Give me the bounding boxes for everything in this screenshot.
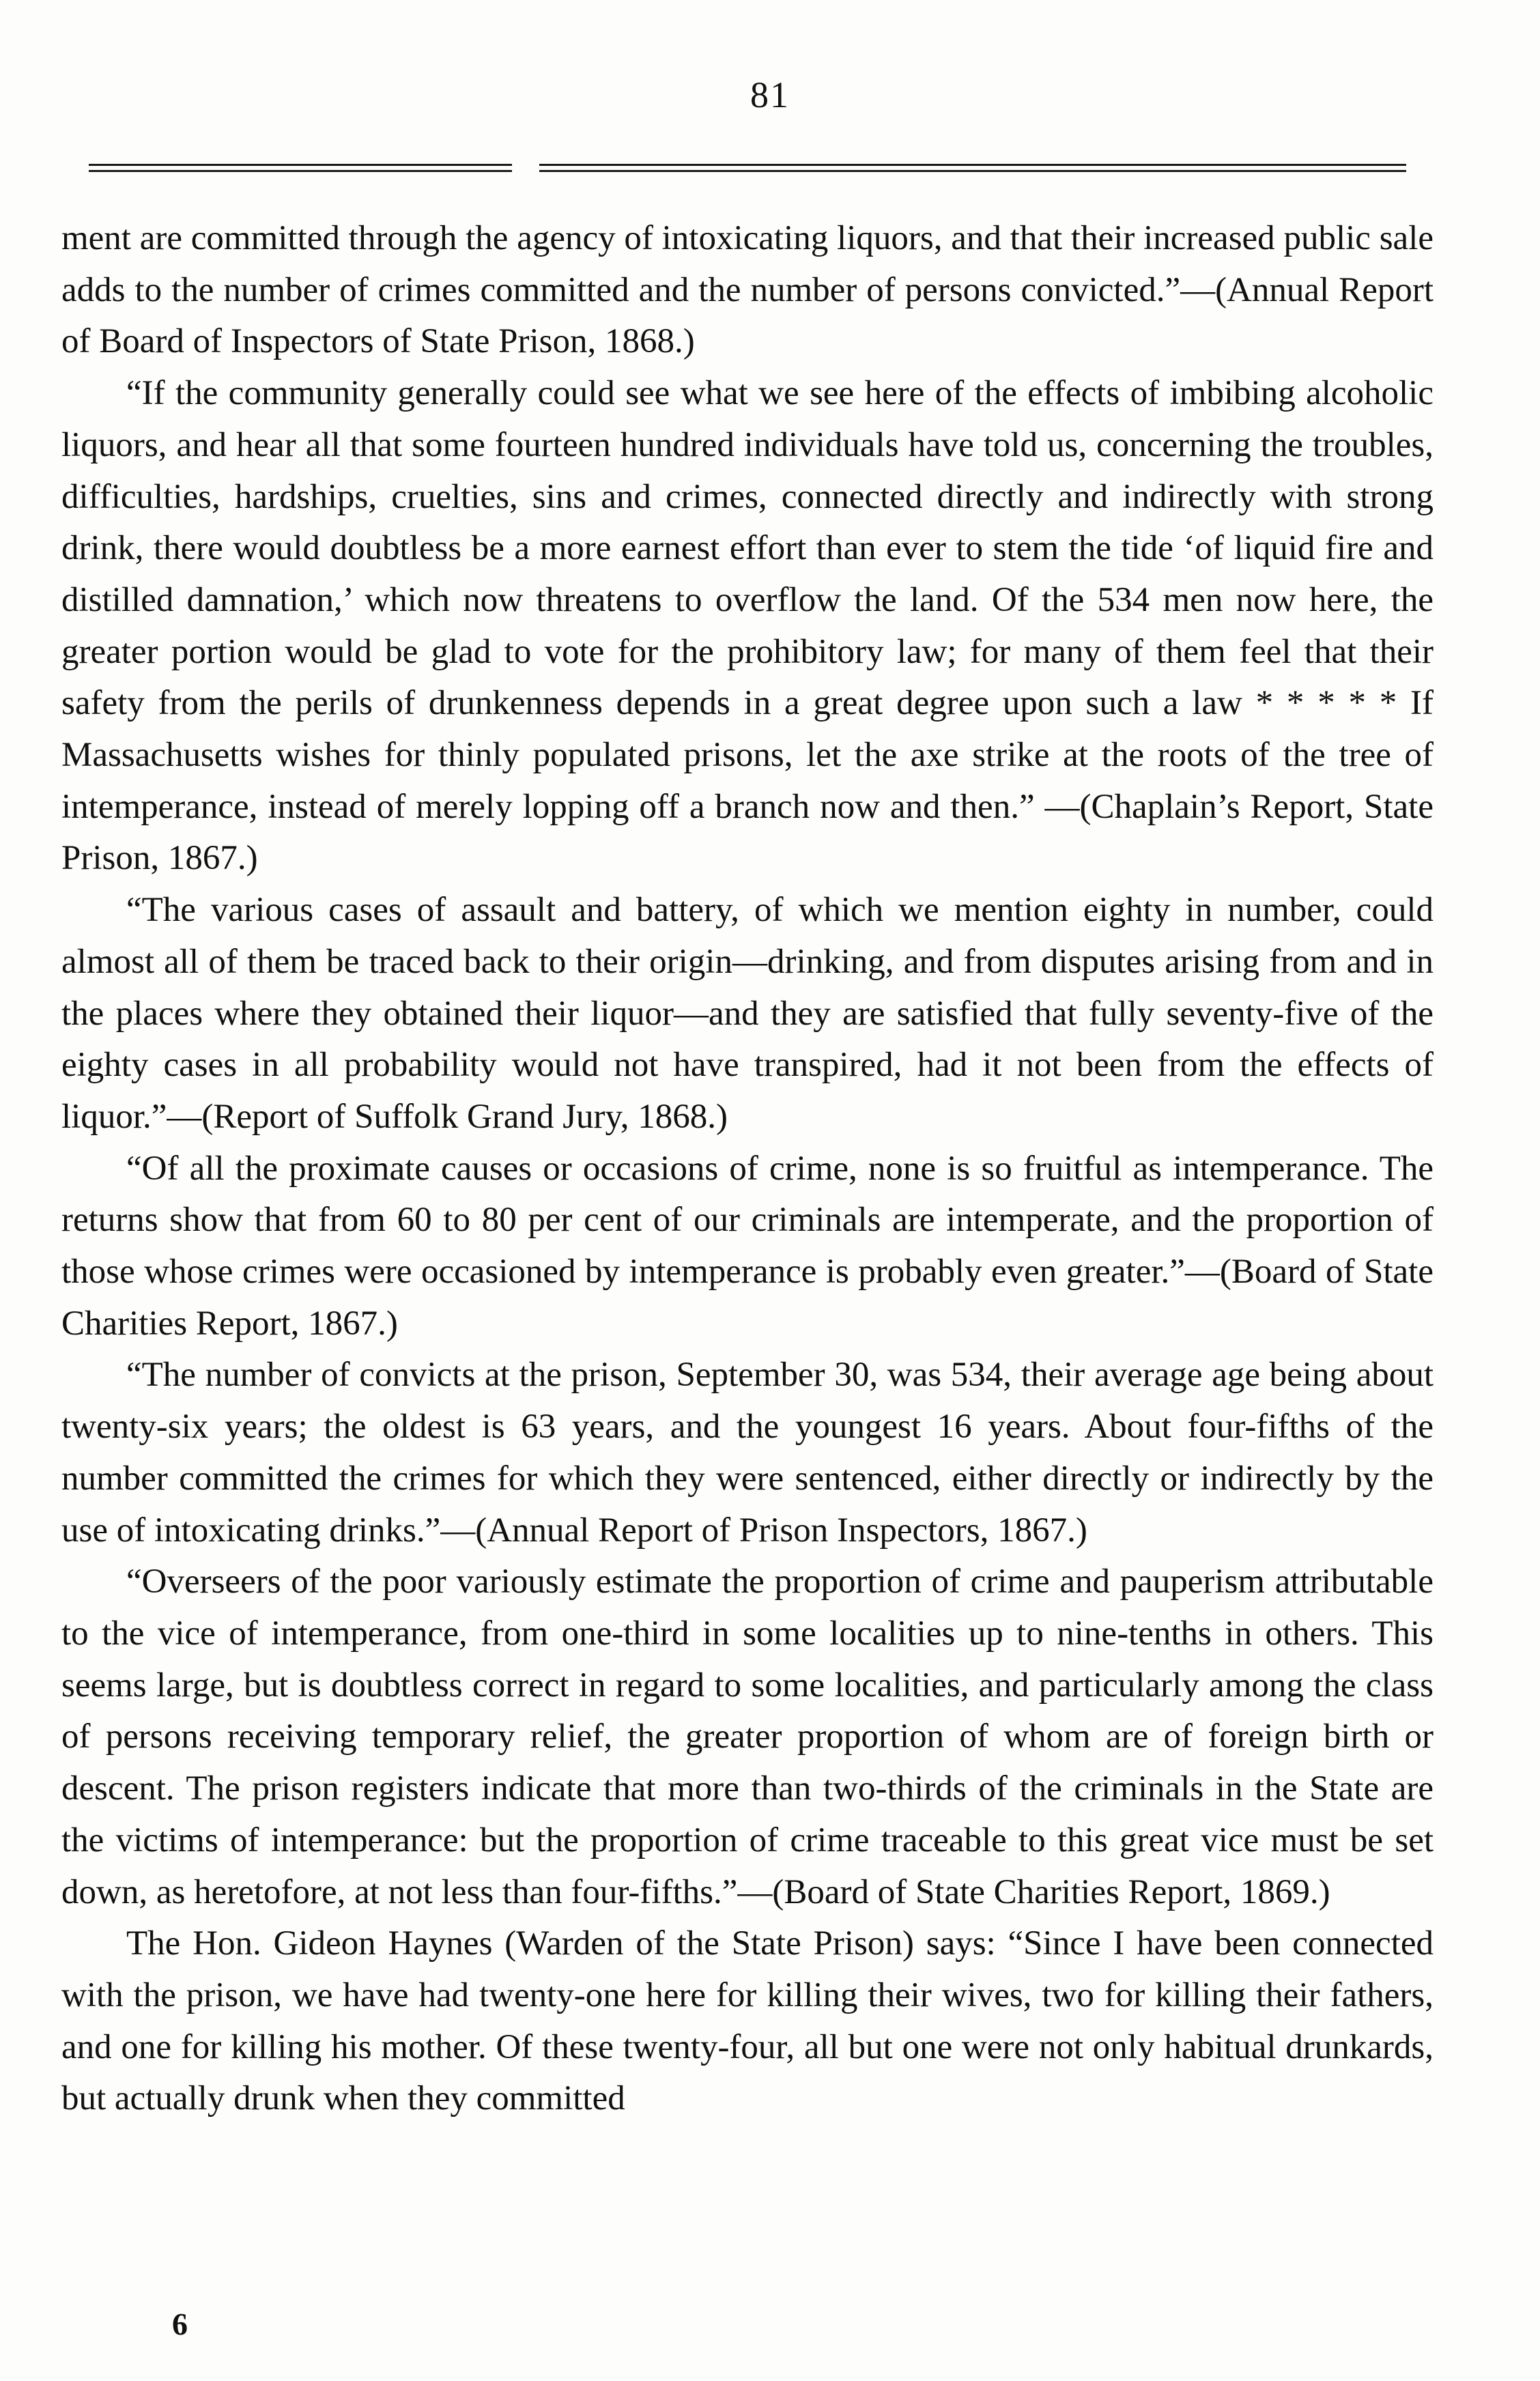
rule-line [539,164,1406,166]
paragraph-overseers: “Overseers of the poor variously estimate the proportion of crime and pauperism attributable to the vice of intemperance, from one-third in some localities up to nine-tenths in others. This seems large, but is doubtless correct in regard to some localities, and particularly among the class of persons receiving temporary relief, the greater proportion of whom are of foreign birth or descent. The prison registers indicate that more than two-thirds of the criminals in the State are the victims of intemperance: but the proportion of crime traceable to this great vice must be set down, as heretofore, at not less than four-fifths.”—(Board of State Charities Report, 1869.) [61,1563,1434,1911]
rule-line [89,170,512,172]
paragraph-board-charities-1867: “Of all the proximate causes or occasions of crime, none is so fruitful as intemperance. The returns show that from 60 to 80 per cent of our criminals are intemperate, and the proportion of those whose crimes were occasioned by intemperance is probably even greater.”—(Board of State Charities Report, 1867.) [61,1149,1434,1343]
paragraph-prison-inspectors: “The number of convicts at the prison, September 30, was 534, their average age being about twenty-six years; the oldest is 63 years, and the youngest 16 years. About four-fifths of the number committed the crimes for which they were sentenced, either directly or indirectly by the use of intoxicating drinks.”—(Annual Report of Prison Inspectors, 1867.) [61,1356,1434,1550]
header-rule-left [89,164,512,173]
signature-mark: 6 [172,2307,188,2341]
page-number: 81 [750,74,790,115]
header-rule-right [539,164,1406,173]
paragraph-chaplain-quote: “If the community generally could see what we see here of the effects of imbibing alcoholic liquors, and hear all that some fourteen hundred individuals have told us, concerning the troubles, difficulties, hardships, cruelties, sins and crimes, connected directly and indirectly with strong drink, there would doubtless be a more earnest effort than ever to stem the tide ‘of liquid fire and distilled damnation,’ which now threatens to overflow the land. Of the 534 men now here, the greater portion would be glad to vote for the prohibitory law; for many of them feel that their safety from the perils of drunkenness depends in a great degree upon such a law * * * * * If Massachusetts wishes for thinly populated prisons, let the axe strike at the roots of the tree of intemperance, instead of merely lopping off a branch now and then.” —(Chaplain’s Report, State Prison, 1867.) [61,374,1434,878]
rule-line [89,164,512,166]
rule-line [539,170,1406,172]
paragraph-grand-jury-quote: “The various cases of assault and battery, of which we mention eighty in number, could almost all of them be traced back to their origin—drinking, and from disputes arising from and in the places where they obtained their liquor—and they are satisfied that fully seventy-five of the eighty cases in all probability would not have transpired, had it not been from the effects of liquor.”—(Report of Suffolk Grand Jury, 1868.) [61,891,1434,1136]
paragraph-continuation: ment are committed through the agency of intoxicating liquors, and that their increased public sale adds to the number of crimes committed and the number of persons convicted.”—(Annual Report of Board of Inspectors of State Prison, 1868.) [61,219,1434,361]
body-text [61,213,1434,2125]
paragraph-warden-haynes: The Hon. Gideon Haynes (Warden of the State Prison) says: “Since I have been connected with the prison, we have had twenty-one here for killing their wives, two for killing their fathers, and one for killing his mother. Of these twenty-four, all but one were not only habitual drunkards, but actually drunk when they committed [61,1924,1434,2118]
